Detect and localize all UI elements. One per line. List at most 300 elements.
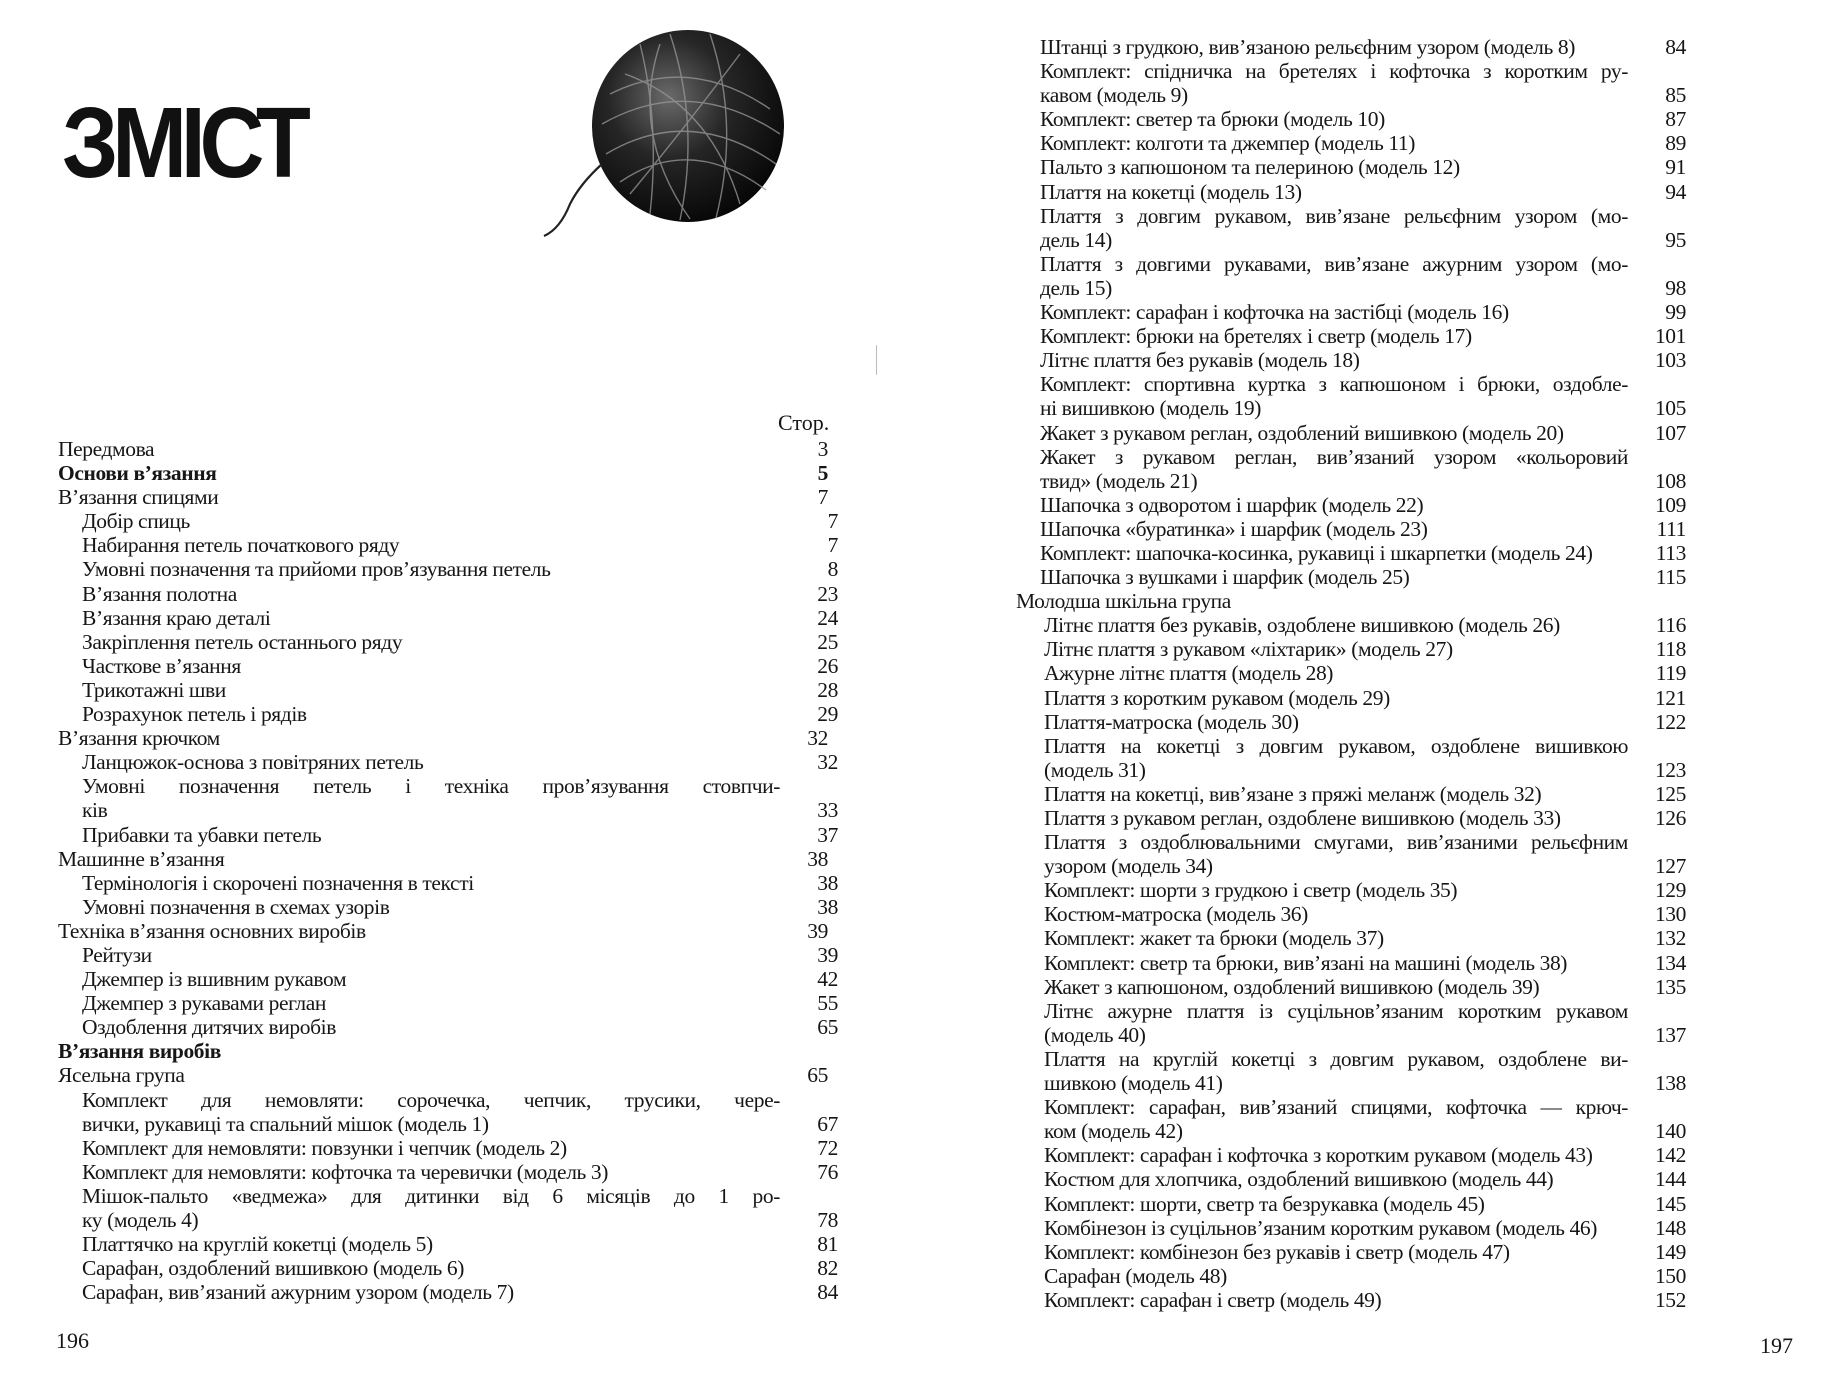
toc-entry-text-column <box>1016 372 1628 396</box>
toc-entry <box>1016 734 1686 758</box>
toc-entry-page-number: 7 <box>817 485 828 510</box>
toc-entry <box>58 774 838 798</box>
toc-entry-page-number: 72 <box>817 1135 838 1160</box>
toc-entry <box>1016 1288 1686 1312</box>
toc-entry-page-number: 39 <box>817 942 838 967</box>
toc-entry-text-column <box>1016 758 1628 782</box>
toc-entry <box>58 1232 838 1256</box>
toc-entry-page-number <box>1628 372 1686 396</box>
toc-entry-page-number: 55 <box>817 991 838 1016</box>
toc-entry-page-number: 108 <box>1654 468 1686 493</box>
toc-entry-text-column <box>1016 1288 1628 1312</box>
toc-entry-page-number <box>770 1039 828 1063</box>
toc-entry-title: Техніка в’язання основних виробів <box>58 918 366 943</box>
dot-leader <box>482 871 774 895</box>
toc-entry-text-column <box>1016 107 1628 131</box>
toc-entry <box>1016 902 1686 926</box>
page-column-header: Стор. <box>778 410 830 435</box>
toc-entry-text-column <box>1016 1167 1628 1191</box>
toc-entry-title: Комплект: сарафан і светр (модель 49) <box>1044 1287 1382 1312</box>
toc-entry-page-number: 84 <box>817 1280 838 1305</box>
toc-entry-title: Ажурне літнє плаття (модель 28) <box>1044 661 1334 686</box>
toc-entry-title: Комплект: спортивна куртка з капюшоном і брюки, оздобле- <box>1040 372 1628 397</box>
toc-entry <box>1016 878 1686 902</box>
toc-entry <box>1016 782 1686 806</box>
dot-leader <box>1431 493 1622 517</box>
toc-entry-page-number: 148 <box>1654 1215 1686 1240</box>
toc-entry <box>1016 469 1686 493</box>
page-number: 196 <box>56 1328 89 1353</box>
toc-entry <box>1016 1143 1686 1167</box>
toc-entry-title: Комплект: сарафан і кофточка на застібці (модель 16) <box>1040 300 1509 325</box>
dot-leader <box>315 702 774 726</box>
dot-leader <box>354 967 774 991</box>
toc-entry-text-column <box>58 919 770 943</box>
toc-entry <box>1016 396 1686 420</box>
toc-entry-page-number: 129 <box>1654 878 1686 903</box>
toc-entry-text-column <box>1016 35 1628 59</box>
toc-entry <box>58 1208 838 1232</box>
toc-entry <box>58 702 838 726</box>
toc-entry-page-number: 98 <box>1665 275 1686 300</box>
toc-entry-text-column <box>1016 1264 1628 1288</box>
toc-entry-text-column <box>58 630 780 654</box>
toc-entry-text-column <box>1016 830 1628 854</box>
toc-entry-page-number <box>1628 445 1686 469</box>
toc-entry <box>58 557 838 581</box>
toc-entry-page-number: 87 <box>1665 107 1686 132</box>
toc-entry-page-number: 144 <box>1654 1167 1686 1192</box>
toc-entry-text-column <box>58 1039 770 1063</box>
right-page <box>900 0 1824 1375</box>
toc-entry-title: Плаття на кокетці з довгим рукавом, оздоблене вишивкою <box>1044 733 1628 758</box>
toc-entry <box>1016 951 1686 975</box>
toc-entry-text-column <box>1016 878 1628 902</box>
toc-entry-title: Жакет з капюшоном, оздоблений вишивкою (модель 39) <box>1044 974 1540 999</box>
toc-entry <box>58 1063 838 1087</box>
dot-leader <box>441 1232 774 1256</box>
toc-entry-page-number: 119 <box>1655 661 1686 686</box>
toc-entry-text-column <box>58 871 780 895</box>
toc-entry-page-number: 123 <box>1654 757 1686 782</box>
toc-entry-title: Ясельна група <box>58 1063 185 1088</box>
toc-entry-title: ні вишивкою (модель 19) <box>1040 396 1262 421</box>
dot-leader <box>334 991 774 1015</box>
toc-entry <box>1016 758 1686 782</box>
toc-entry <box>58 798 838 822</box>
dot-leader <box>1269 396 1622 420</box>
dot-leader <box>1480 324 1622 348</box>
toc-entry <box>1016 372 1686 396</box>
toc-entry <box>1016 1216 1686 1240</box>
toc-entry-text-column <box>1016 1023 1628 1047</box>
toc-entry-title: Комплект: сарафан і кофточка з коротким рукавом (модель 43) <box>1044 1143 1593 1168</box>
toc-entry <box>1016 228 1686 252</box>
toc-entry-title: Комплект: колготи та джемпер (модель 11) <box>1040 131 1416 156</box>
toc-entry-title: узором (модель 34) <box>1044 854 1213 879</box>
toc-entry-text-column <box>1016 517 1628 541</box>
toc-entry-text-column <box>58 1256 780 1280</box>
toc-entry-text-column <box>58 798 780 822</box>
toc-entry-text-column <box>58 750 780 774</box>
dot-leader <box>1493 1192 1622 1216</box>
toc-entry-text-column <box>1016 1119 1628 1143</box>
toc-entry-page-number <box>780 774 838 798</box>
toc-entry-text-column <box>1016 1071 1628 1095</box>
toc-entry-title: Комплект: светр та брюки, вив’язані на машині (модель 38) <box>1044 950 1568 975</box>
toc-entry <box>58 943 838 967</box>
toc-entry-text-column <box>1016 902 1628 926</box>
toc-entry-title: ком (модель 42) <box>1044 1119 1183 1144</box>
toc-entry-text-column <box>58 1112 780 1136</box>
dot-leader <box>1205 469 1622 493</box>
dot-leader <box>472 1256 774 1280</box>
dot-leader <box>1367 348 1622 372</box>
dot-leader <box>1547 975 1622 999</box>
toc-entry-title: Платтячко на круглій кокетці (модель 5) <box>82 1232 433 1257</box>
dot-leader <box>1154 758 1622 782</box>
toc-entry-page-number: 8 <box>827 557 838 582</box>
toc-entry-text-column <box>1016 565 1628 589</box>
toc-entry <box>58 967 838 991</box>
toc-entry-text-column <box>58 437 770 461</box>
toc-entry <box>1016 661 1686 685</box>
toc-entry-title: Молодша шкільна група <box>1016 589 1231 614</box>
toc-entry-page-number: 94 <box>1665 179 1686 204</box>
toc-entry-title: дель 14) <box>1040 227 1112 252</box>
toc-entry-text-column <box>1016 252 1628 276</box>
toc-entry <box>1016 155 1686 179</box>
toc-entry-title: В’язання виробів <box>58 1039 221 1064</box>
toc-entry-text-column <box>1016 300 1628 324</box>
toc-entry-page-number: 76 <box>817 1159 838 1184</box>
toc-entry <box>1016 1240 1686 1264</box>
dot-leader <box>1120 276 1622 300</box>
toc-entry-text-column <box>1016 445 1628 469</box>
toc-entry <box>58 750 838 774</box>
toc-entry-text-column <box>58 1232 780 1256</box>
toc-entry-page-number: 29 <box>817 702 838 727</box>
toc-entry-page-number: 111 <box>1656 516 1686 541</box>
toc-entry-text-column <box>58 1184 780 1208</box>
toc-entry-page-number: 23 <box>817 581 838 606</box>
toc-entry <box>58 485 838 509</box>
toc-entry-title: Літнє плаття з рукавом «ліхтарик» (модель 27) <box>1044 637 1453 662</box>
dot-leader <box>249 654 774 678</box>
toc-entry <box>58 847 838 871</box>
toc-entry-title: Комплект: светер та брюки (модель 10) <box>1040 107 1385 132</box>
toc-entry-title: Комплект: жакет та брюки (модель 37) <box>1044 926 1384 951</box>
toc-entry-title: ків <box>82 798 108 823</box>
toc-entry-page-number: 115 <box>1655 565 1686 590</box>
toc-entry <box>1016 854 1686 878</box>
toc-entry-page-number: 81 <box>817 1232 838 1257</box>
toc-entry-text-column <box>58 654 780 678</box>
toc-entry-page-number: 113 <box>1655 540 1686 565</box>
toc-entry <box>1016 541 1686 565</box>
toc-entry-title: Комплект: брюки на бретелях і светр (модель 17) <box>1040 324 1472 349</box>
toc-entry-text-column <box>1016 661 1628 685</box>
toc-entry <box>58 437 838 461</box>
toc-entry-text-column <box>1016 276 1628 300</box>
toc-entry-text-column <box>1016 854 1628 878</box>
dot-leader <box>1307 710 1622 734</box>
toc-entry-title: Шапочка «буратинка» і шарфик (модель 23) <box>1040 516 1428 541</box>
toc-entry-page-number: 24 <box>817 605 838 630</box>
dot-leader <box>198 509 774 533</box>
toc-entry-page-number: 25 <box>817 629 838 654</box>
toc-entry-page-number <box>1628 1095 1686 1119</box>
toc-entry-text-column <box>1016 710 1628 734</box>
toc-entry <box>58 1256 838 1280</box>
toc-entry <box>1016 1167 1686 1191</box>
toc-entry-title: Сарафан, вив’язаний ажурним узором (модель 7) <box>82 1280 514 1305</box>
toc-entry <box>1016 517 1686 541</box>
toc-entry-text-column <box>58 485 770 509</box>
toc-entry-page-number: 135 <box>1654 974 1686 999</box>
toc-entry-title: дель 15) <box>1040 275 1112 300</box>
toc-entry-page-number: 26 <box>817 653 838 678</box>
dot-leader <box>1341 661 1622 685</box>
toc-entry <box>1016 1264 1686 1288</box>
toc-entry-title: Машинне в’язання <box>58 846 225 871</box>
toc-entry-text-column <box>58 1280 780 1304</box>
dot-leader <box>497 1112 774 1136</box>
toc-entry-title: Шапочка з одворотом і шарфик (модель 22) <box>1040 492 1424 517</box>
toc-entry-page-number: 118 <box>1655 637 1686 662</box>
dot-leader <box>374 919 764 943</box>
toc-entry <box>1016 830 1686 854</box>
dot-leader <box>1235 1264 1622 1288</box>
toc-entry-text-column <box>1016 204 1628 228</box>
toc-entry-text-column <box>1016 541 1628 565</box>
toc-entry-page-number: 82 <box>817 1256 838 1281</box>
dot-leader <box>1154 1023 1622 1047</box>
toc-entry-title: Комбінезон із суцільнов’язаним коротким рукавом (модель 46) <box>1044 1215 1597 1240</box>
toc-entry-title: Ланцюжок-основа з повітряних петель <box>82 750 424 775</box>
toc-entry-title: Умовні позначення та прийоми пров’язування петель <box>82 557 551 582</box>
page-number: 197 <box>1760 1333 1793 1358</box>
toc-entry-page-number: 32 <box>807 726 828 751</box>
toc-entry <box>1016 1071 1686 1095</box>
toc-entry <box>1016 445 1686 469</box>
toc-entry-page-number <box>1628 999 1686 1023</box>
dot-leader <box>407 533 774 557</box>
toc-entry-page-number <box>780 1184 838 1208</box>
toc-entry-title: Літнє плаття без рукавів, оздоблене вишивкою (модель 26) <box>1044 613 1560 638</box>
toc-entry <box>58 726 838 750</box>
toc-entry-page-number: 138 <box>1654 1071 1686 1096</box>
toc-entry <box>58 1088 838 1112</box>
dot-leader <box>1465 878 1622 902</box>
contents-title: ЗМІСТ <box>62 87 305 199</box>
toc-entry-title: Часткове в’язання <box>82 653 241 678</box>
toc-entry-text-column <box>1016 926 1628 950</box>
toc-entry-text-column <box>58 823 780 847</box>
dot-leader <box>162 437 764 461</box>
toc-entry-page-number <box>1628 59 1686 83</box>
toc-entry-page-number: 152 <box>1654 1287 1686 1312</box>
toc-entry-title: Костюм-матроска (модель 36) <box>1044 902 1308 927</box>
toc-entry-text-column <box>58 1088 780 1112</box>
left-page <box>0 0 900 1375</box>
toc-entry <box>58 582 838 606</box>
dot-leader <box>431 750 774 774</box>
toc-entry <box>1016 589 1686 613</box>
toc-entry-title: ку (модель 4) <box>82 1208 199 1232</box>
toc-entry <box>58 871 838 895</box>
toc-entry <box>1016 131 1686 155</box>
dot-leader <box>616 1160 774 1184</box>
toc-entry-title: кавом (модель 9) <box>1040 83 1188 108</box>
toc-entry <box>1016 300 1686 324</box>
toc-entry-title: Основи в’язання <box>58 461 217 486</box>
toc-entry <box>58 919 838 943</box>
dot-leader <box>1518 1240 1622 1264</box>
scan-artifact <box>876 345 877 375</box>
toc-entry-title: Штанці з грудкою, вив’язаною рельєфним узором (модель 8) <box>1040 35 1575 59</box>
dot-leader <box>1120 228 1622 252</box>
toc-entry <box>1016 613 1686 637</box>
toc-entry-title: Літнє ажурне плаття із суцільнов’язаним коротким рукавом <box>1044 998 1628 1023</box>
toc-entry-title: Оздоблення дитячих виробів <box>82 1015 336 1040</box>
toc-entry-page-number <box>1628 1047 1686 1071</box>
toc-entry-text-column <box>1016 83 1628 107</box>
toc-entry-title: Комплект: комбінезон без рукавів і светр (модель 47) <box>1044 1239 1510 1264</box>
dot-leader <box>226 485 764 509</box>
toc-entry <box>1016 204 1686 228</box>
toc-entry <box>1016 637 1686 661</box>
toc-entry-title: Сарафан, оздоблений вишивкою (модель 6) <box>82 1256 465 1281</box>
toc-entry-title: Прибавки та убавки петель <box>82 822 322 847</box>
toc-entry <box>1016 35 1686 59</box>
toc-entry <box>58 1015 838 1039</box>
toc-entry <box>58 895 838 919</box>
toc-entry-title: Закріплення петель останнього ряду <box>82 629 403 654</box>
toc-entry-text-column <box>1016 782 1628 806</box>
toc-entry <box>1016 975 1686 999</box>
dot-leader <box>1392 926 1622 950</box>
toc-entry-page-number: 140 <box>1654 1119 1686 1144</box>
dot-leader <box>1398 686 1622 710</box>
toc-entry-title: Плаття-матроска (модель 30) <box>1044 709 1299 734</box>
toc-entry-page-number: 132 <box>1654 926 1686 951</box>
toc-entry-page-number: 103 <box>1654 348 1686 373</box>
dot-leader <box>1393 107 1622 131</box>
dot-leader <box>1417 565 1622 589</box>
toc-entry-page-number: 150 <box>1654 1263 1686 1288</box>
dot-leader <box>278 606 774 630</box>
toc-entry-title: Комплект: сарафан, вив’язаний спицями, кофточка — крюч- <box>1044 1095 1628 1120</box>
toc-entry-text-column <box>1016 1192 1628 1216</box>
dot-leader <box>575 1136 774 1160</box>
toc-entry-title: Рейтузи <box>82 942 152 967</box>
toc-entry-title: Плаття з коротким рукавом (модель 29) <box>1044 685 1390 710</box>
toc-entry-title: Умовні позначення в схемах узорів <box>82 894 390 919</box>
toc-entry-page-number: 3 <box>817 437 828 461</box>
toc-entry-page-number: 5 <box>817 461 828 486</box>
toc-entry <box>58 1112 838 1136</box>
toc-entry <box>58 509 838 533</box>
toc-entry-page-number: 109 <box>1654 492 1686 517</box>
toc-entry-title: В’язання крючком <box>58 726 220 751</box>
dot-leader <box>1461 637 1622 661</box>
toc-entry <box>58 1160 838 1184</box>
toc-entry-text-column <box>58 1063 770 1087</box>
toc-entry-page-number: 116 <box>1655 613 1686 638</box>
toc-entry-page-number: 7 <box>827 533 838 558</box>
toc-entry <box>1016 1047 1686 1071</box>
toc-entry-text-column <box>1016 686 1628 710</box>
toc-entry-title: Комплект: шапочка-косинка, рукавиці і шкарпетки (модель 24) <box>1040 540 1593 565</box>
dot-leader <box>228 726 764 750</box>
toc-entry-page-number: 84 <box>1665 35 1686 59</box>
toc-entry-title: Комплект: спідничка на бретелях і кофточка з коротким ру- <box>1040 59 1628 84</box>
toc-entry-text-column <box>1016 493 1628 517</box>
toc-entry-title: Пальто з капюшоном та пелериною (модель 12) <box>1040 155 1460 180</box>
toc-entry-page-number: 7 <box>827 509 838 534</box>
toc-entry-page-number: 67 <box>817 1111 838 1136</box>
toc-entry-page-number: 99 <box>1665 300 1686 325</box>
toc-entry-title: Жакет з рукавом реглан, оздоблений вишивкою (модель 20) <box>1040 420 1564 445</box>
toc-entry-page-number: 101 <box>1654 324 1686 349</box>
toc-entry-text-column <box>58 943 780 967</box>
toc-entry <box>58 991 838 1015</box>
dot-leader <box>1196 83 1622 107</box>
dot-leader <box>115 798 774 822</box>
toc-entry-page-number: 130 <box>1654 902 1686 927</box>
toc-entry-title: Комплект для немовляти: повзунки і чепчик (модель 2) <box>82 1135 567 1160</box>
dot-leader <box>1221 854 1622 878</box>
toc-entry-title: твид» (модель 21) <box>1040 468 1198 493</box>
toc-entry-title: Плаття з рукавом реглан, оздоблене вишивкою (модель 33) <box>1044 806 1561 830</box>
toc-entry-title: Жакет з рукавом реглан, вив’язаний узором «кольоровий <box>1040 444 1628 469</box>
toc-entry-title: Трикотажні шви <box>82 677 226 702</box>
dot-leader <box>344 1015 774 1039</box>
toc-entry <box>58 1280 838 1304</box>
toc-entry <box>1016 926 1686 950</box>
toc-entry <box>58 1184 838 1208</box>
toc-entry-page-number <box>1628 589 1686 613</box>
toc-entry-page-number: 32 <box>817 750 838 775</box>
toc-entry-title: Плаття з довгими рукавами, вив’язане ажурним узором (мо- <box>1040 251 1628 276</box>
toc-entry-text-column <box>58 774 780 798</box>
toc-entry-text-column <box>58 461 770 485</box>
toc-entry-title: Плаття на круглій кокетці з довгим рукавом, оздоблене ви- <box>1044 1046 1628 1071</box>
toc-entry-text-column <box>1016 1047 1628 1071</box>
toc-entry-text-column <box>1016 180 1628 204</box>
toc-entry-page-number: 33 <box>817 798 838 823</box>
toc-entry-text-column <box>58 967 780 991</box>
toc-entry-text-column <box>58 533 780 557</box>
toc-entry-page-number: 38 <box>807 846 828 871</box>
toc-entry-text-column <box>1016 155 1628 179</box>
dot-leader <box>1389 1288 1622 1312</box>
toc-entry <box>1016 276 1686 300</box>
toc-entry-page-number <box>780 1088 838 1112</box>
toc-entry-title: (модель 31) <box>1044 757 1146 782</box>
dot-leader <box>522 1280 774 1304</box>
toc-entry-page-number: 145 <box>1654 1191 1686 1216</box>
toc-entry-text-column <box>1016 999 1628 1023</box>
toc-entry-text-column <box>58 509 780 533</box>
dot-leader <box>1569 806 1622 830</box>
toc-entry-page-number: 85 <box>1665 83 1686 108</box>
toc-entry-page-number: 28 <box>817 677 838 702</box>
toc-entry-title: В’язання спицями <box>58 485 219 510</box>
toc-entry-page-number: 105 <box>1654 396 1686 421</box>
toc-entry-text-column <box>1016 975 1628 999</box>
